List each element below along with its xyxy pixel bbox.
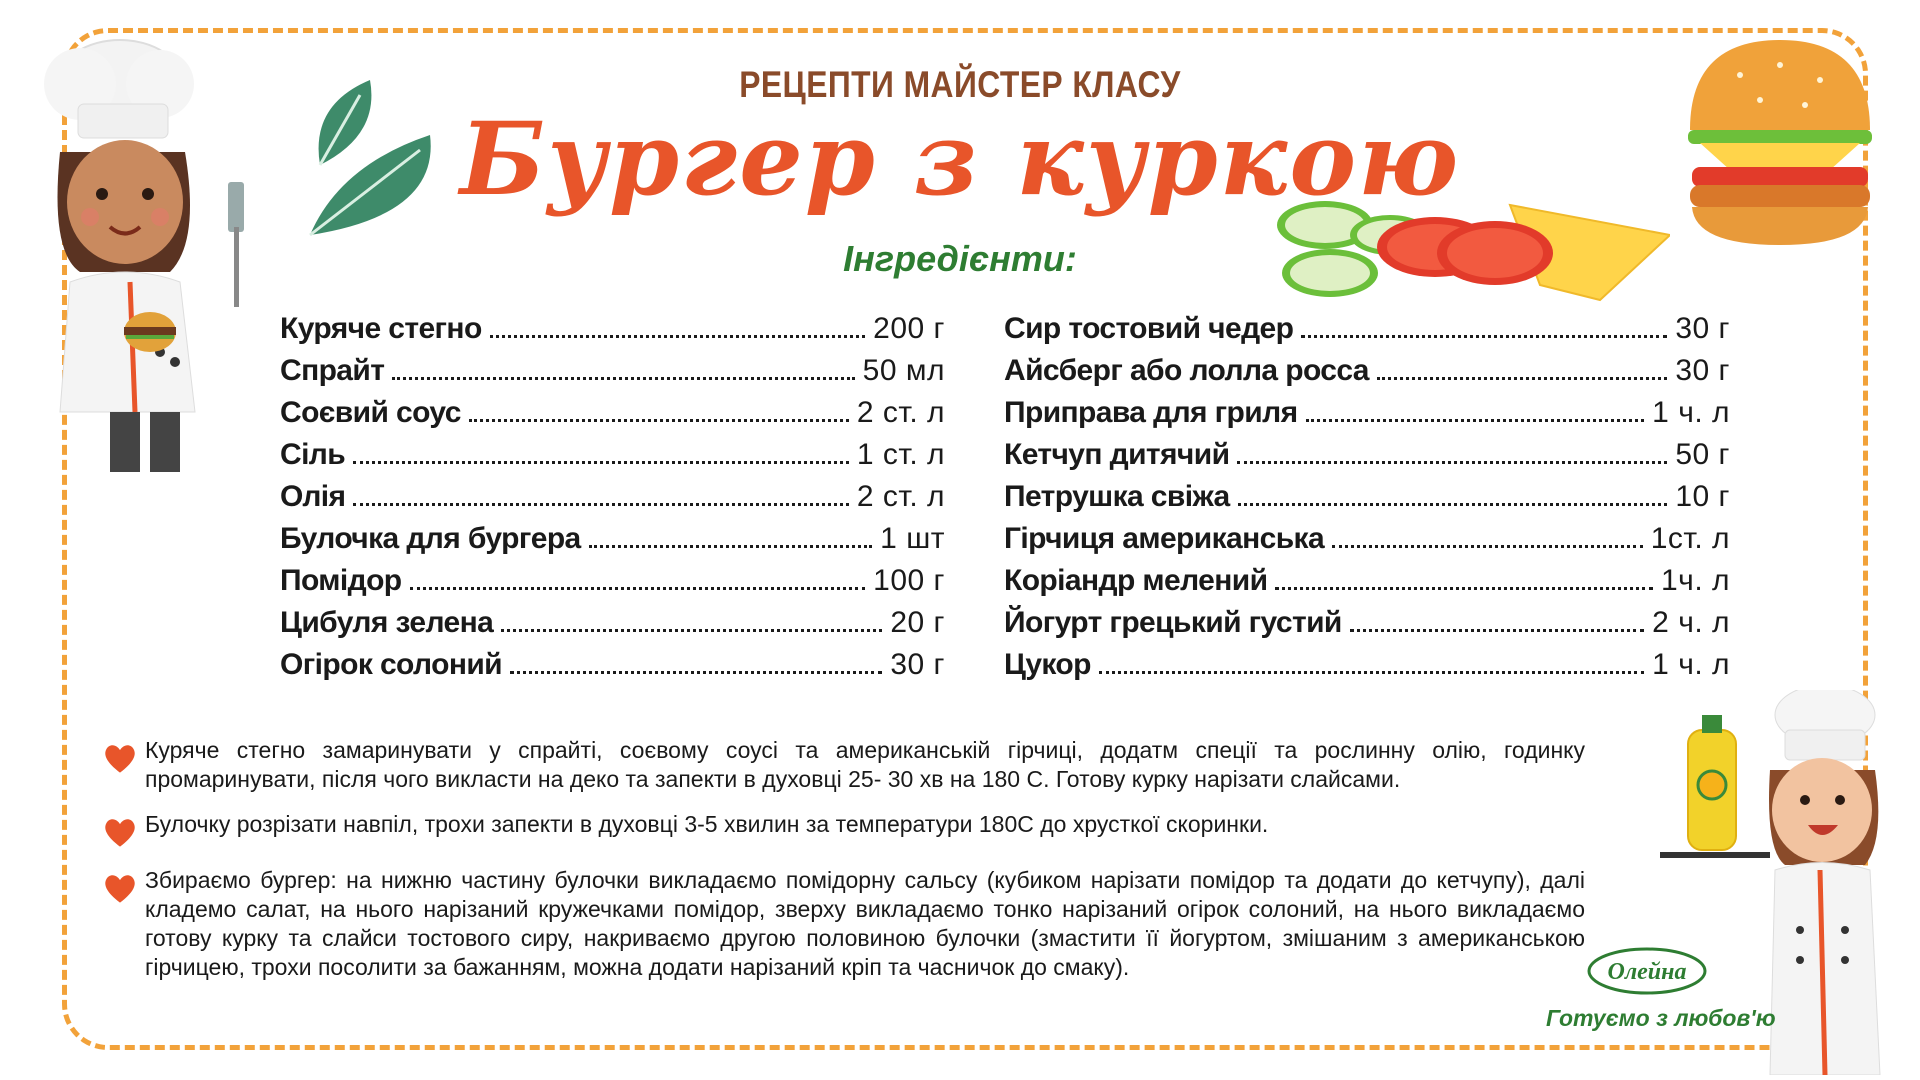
dot-leader: [1306, 419, 1645, 422]
ingredient-name: Цибуля зелена: [280, 606, 494, 639]
dot-leader: [1377, 377, 1667, 380]
ingredient-qty: 2 ст. л: [856, 480, 945, 513]
ingredient-row: [280, 438, 945, 480]
dot-leader: [469, 419, 849, 422]
ingredient-qty: 50 г: [1675, 438, 1730, 471]
dot-leader: [392, 377, 854, 380]
step-text: Куряче стегно замаринувати у спрайті, соєвому соусі та американській гірчиці, додатм спеції та рослинну олію, годинку промаринувати, після чого викласти на деко та запекти в духовці 25- 30 хв на 180 С. Готову курку нарізати слайсами.: [145, 737, 1585, 792]
ingredients-heading: Інгредієнти:: [843, 238, 1077, 279]
ingredient-qty: 30 г: [1675, 354, 1730, 387]
ingredient-row: [280, 396, 945, 438]
dot-leader: [490, 335, 865, 338]
ingredient-name: Приправа для гриля: [1004, 396, 1298, 429]
dot-leader: [510, 671, 882, 674]
ingredient-name: Сіль: [280, 438, 346, 471]
ingredient-name: Сир тостовий чедер: [1004, 312, 1294, 345]
ingredient-qty: 1ч. л: [1661, 564, 1730, 597]
ingredient-row: [280, 606, 945, 648]
step-text: Булочку розрізати навпіл, трохи запекти в духовці 3-5 хвилин за температури 180С до хрусткої скоринки.: [145, 811, 1269, 837]
heart-icon: [95, 814, 145, 850]
dot-leader: [501, 629, 882, 632]
ingredient-name: Айсберг або лолла росса: [1004, 354, 1369, 387]
dot-leader: [1099, 671, 1644, 674]
ingredient-name: Кетчуп дитячий: [1004, 438, 1230, 471]
ingredient-row: [1004, 480, 1730, 522]
ingredient-qty: 1ст. л: [1650, 522, 1730, 555]
ingredient-qty: 50 мл: [862, 354, 945, 387]
ingredient-row: [1004, 606, 1730, 648]
ingredients-left-column: [280, 312, 945, 690]
ingredient-qty: 1 ч. л: [1652, 648, 1730, 681]
recipe-step: [95, 810, 1585, 850]
logo-text: Олейна: [1607, 959, 1687, 985]
ingredient-qty: 100 г: [873, 564, 945, 597]
ingredient-row: [280, 648, 945, 690]
ingredient-row: [280, 312, 945, 354]
step-text: Збираємо бургер: на нижню частину булочки викладаємо помідорну сальсу (кубиком нарізати помідор та додати до кетчупу), далі кладемо салат, на нього нарізаний кружечками помідор, зверху викладаємо тонко нарізаний огірок солоний, на нього викладаємо готову курку та слайси тостового сиру, накриваємо другою половиною булочки (змастити її йогуртом, змішаним з американською гірчицею, трохи посолити за бажанням, можна додати нарізаний кріп та часничок до смаку).: [145, 867, 1585, 980]
recipe-steps: [95, 736, 1585, 998]
ingredient-row: [1004, 564, 1730, 606]
dot-leader: [353, 461, 849, 464]
oleina-logo: [1585, 945, 1710, 995]
ingredient-name: Коріандр мелений: [1004, 564, 1268, 597]
ingredient-row: [1004, 354, 1730, 396]
dot-leader: [1237, 461, 1667, 464]
page-title: Бургер з куркою: [459, 100, 1461, 218]
dot-leader: [1350, 629, 1644, 632]
ingredient-qty: 2 ч. л: [1652, 606, 1730, 639]
ingredient-row: [280, 354, 945, 396]
ingredient-qty: 200 г: [873, 312, 945, 345]
ingredient-qty: 30 г: [890, 648, 945, 681]
ingredient-name: Огірок солоний: [280, 648, 503, 681]
ingredient-name: Помідор: [280, 564, 402, 597]
ingredient-row: [280, 564, 945, 606]
ingredient-name: Соєвий соус: [280, 396, 461, 429]
ingredient-qty: 2 ст. л: [856, 396, 945, 429]
ingredient-qty: 1 ст. л: [856, 438, 945, 471]
ingredient-row: [1004, 648, 1730, 690]
ingredient-name: Гірчиця американська: [1004, 522, 1325, 555]
ingredient-name: Булочка для бургера: [280, 522, 581, 555]
ingredient-row: [280, 480, 945, 522]
ingredient-row: [1004, 438, 1730, 480]
ingredient-row: [1004, 522, 1730, 564]
ingredient-name: Петрушка свіжа: [1004, 480, 1230, 513]
ingredient-name: Йогурт грецький густий: [1004, 606, 1342, 639]
dot-leader: [589, 545, 873, 548]
ingredient-qty: 1 шт: [880, 522, 945, 555]
ingredients-right-column: [1004, 312, 1730, 690]
heart-icon: [95, 870, 145, 906]
ingredient-row: [1004, 396, 1730, 438]
ingredient-name: Олія: [280, 480, 346, 513]
ingredient-qty: 1 ч. л: [1652, 396, 1730, 429]
ingredient-name: Цукор: [1004, 648, 1091, 681]
ingredient-name: Спрайт: [280, 354, 385, 387]
dot-leader: [1332, 545, 1643, 548]
dot-leader: [410, 587, 866, 590]
ingredient-qty: 30 г: [1675, 312, 1730, 345]
dot-leader: [1238, 503, 1668, 506]
slogan: Готуємо з любов'ю: [1546, 1005, 1776, 1031]
ingredient-name: Куряче стегно: [280, 312, 482, 345]
ingredient-qty: 10 г: [1675, 480, 1730, 513]
dot-leader: [1275, 587, 1653, 590]
supertitle: РЕЦЕПТИ МАЙСТЕР КЛАСУ: [739, 64, 1181, 105]
heart-icon: [95, 740, 145, 776]
ingredient-row: [280, 522, 945, 564]
ingredient-row: [1004, 312, 1730, 354]
recipe-step: [95, 866, 1585, 982]
dot-leader: [353, 503, 848, 506]
dot-leader: [1301, 335, 1667, 338]
ingredient-qty: 20 г: [890, 606, 945, 639]
recipe-step: [95, 736, 1585, 794]
